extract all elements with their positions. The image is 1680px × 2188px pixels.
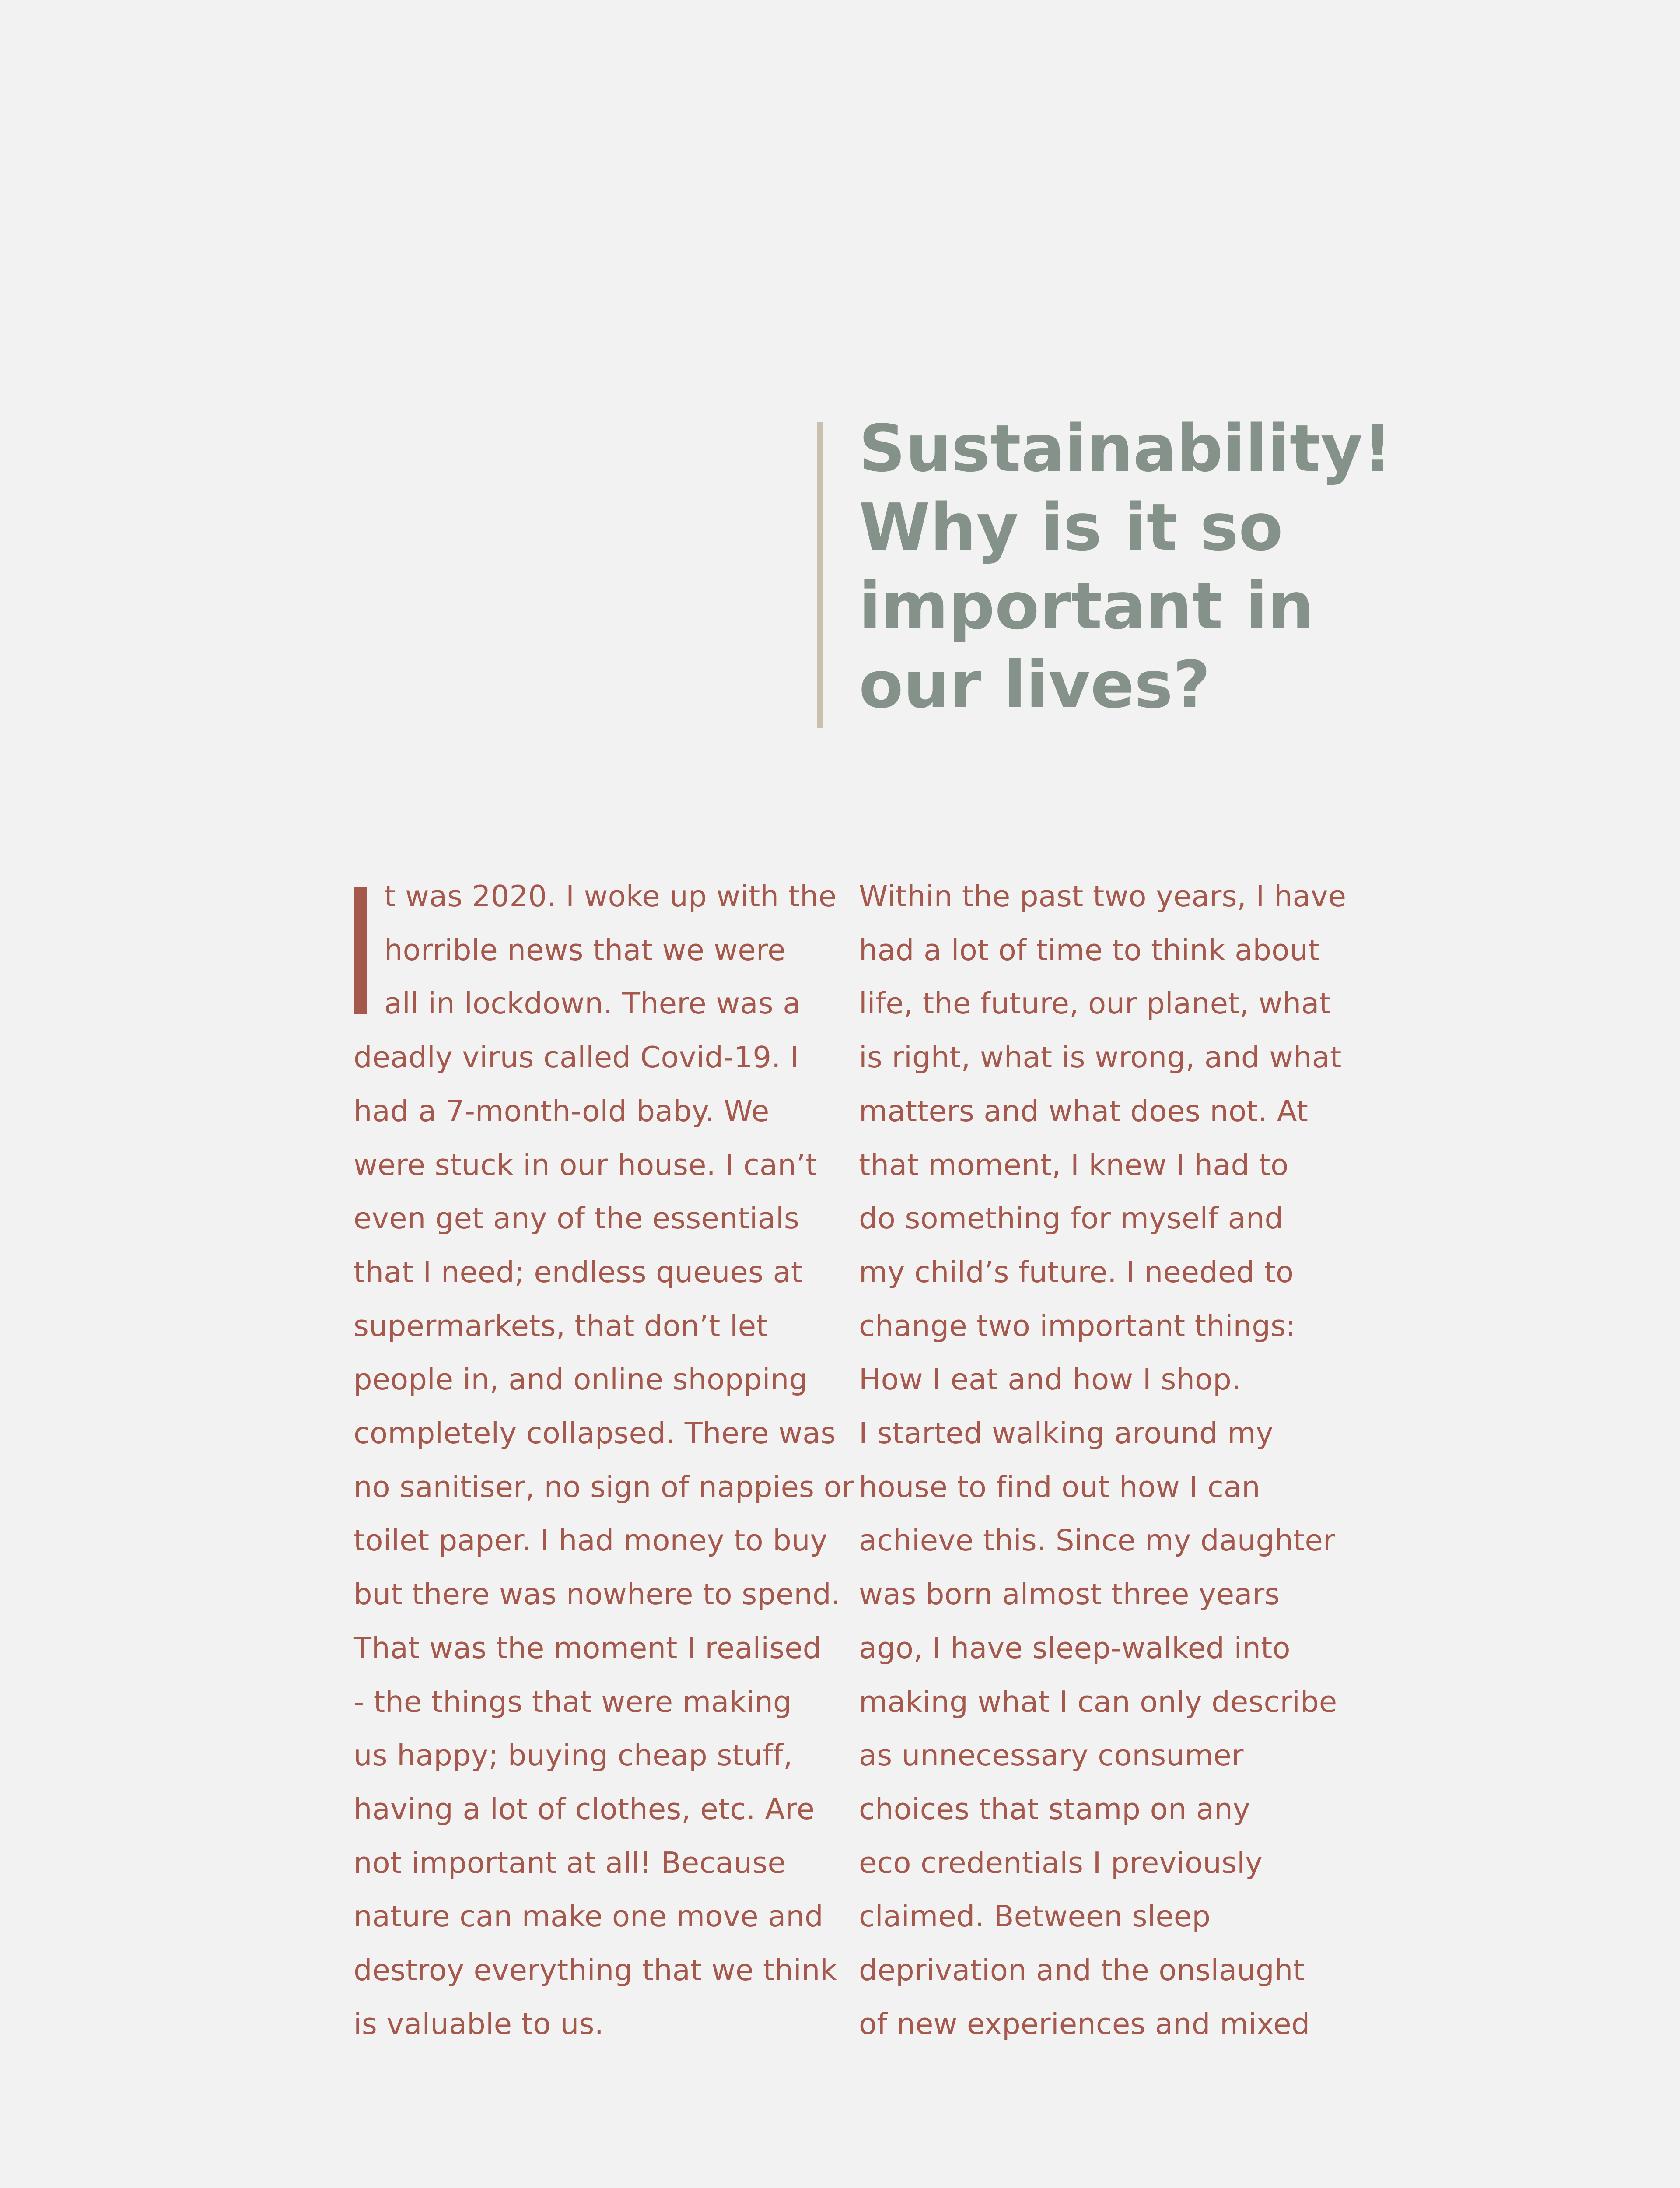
body-line: Within the past two years, I have <box>859 879 1347 913</box>
title-line: our lives? <box>859 647 1211 722</box>
body-line: is right, what is wrong, and what <box>859 1040 1342 1075</box>
title-line: Why is it so <box>859 490 1283 565</box>
left-text-column <box>354 870 854 2051</box>
title-divider-bar <box>817 422 823 728</box>
body-line: was born almost three years <box>859 1577 1280 1612</box>
body-line: is valuable to us. <box>354 2006 604 2041</box>
body-line: all in lockdown. There was a <box>384 986 801 1021</box>
body-line: people in, and online shopping <box>354 1362 808 1397</box>
body-line: my child’s future. I needed to <box>859 1255 1294 1289</box>
body-line: supermarkets, that don’t let <box>354 1308 768 1343</box>
body-line: of new experiences and mixed <box>859 2006 1310 2041</box>
body-line: that I need; endless queues at <box>354 1255 803 1289</box>
body-line: had a 7-month-old baby. We <box>354 1094 770 1128</box>
body-line: us happy; buying cheap stuff, <box>354 1738 793 1773</box>
body-line: change two important things: <box>859 1308 1296 1343</box>
body-line: life, the future, our planet, what <box>859 986 1331 1021</box>
body-line: deprivation and the onslaught <box>859 1953 1305 1988</box>
body-line: - the things that were making <box>354 1684 792 1719</box>
body-line: making what I can only describe <box>859 1684 1337 1719</box>
body-line: destroy everything that we think <box>354 1953 837 1988</box>
body-line: house to find out how I can <box>859 1469 1260 1504</box>
title-line: important in <box>859 568 1314 644</box>
body-line: ago, I have sleep-walked into <box>859 1630 1291 1665</box>
body-line: as unnecessary consumer <box>859 1738 1244 1773</box>
body-line: having a lot of clothes, etc. Are <box>354 1792 815 1826</box>
body-line: do something for myself and <box>859 1201 1284 1236</box>
body-line: even get any of the essentials <box>354 1201 799 1236</box>
body-line: t was 2020. I woke up with the <box>384 879 837 913</box>
right-text-column <box>859 870 1347 2051</box>
body-line: eco credentials I previously <box>859 1845 1263 1880</box>
body-line: choices that stamp on any <box>859 1792 1250 1826</box>
body-line: horrible news that we were <box>384 933 786 967</box>
body-line: deadly virus called Covid-19. I <box>354 1040 799 1075</box>
article-title <box>859 409 1406 724</box>
body-line: that moment, I knew I had to <box>859 1147 1289 1182</box>
body-line: no sanitiser, no sign of nappies or <box>354 1469 854 1504</box>
body-line: nature can make one move and <box>354 1899 823 1934</box>
body-line: matters and what does not. At <box>859 1094 1309 1128</box>
body-line: claimed. Between sleep <box>859 1899 1211 1934</box>
body-line: toilet paper. I had money to buy <box>354 1523 828 1558</box>
body-line: That was the moment I realised <box>354 1630 822 1665</box>
body-line: How I eat and how I shop. <box>859 1362 1241 1397</box>
body-line: achieve this. Since my daughter <box>859 1523 1335 1558</box>
body-line: I started walking around my <box>859 1416 1274 1451</box>
body-line: completely collapsed. There was <box>354 1416 836 1451</box>
body-line: had a lot of time to think about <box>859 933 1320 967</box>
body-line: were stuck in our house. I can’t <box>354 1147 817 1182</box>
title-line: Sustainability! <box>859 411 1393 486</box>
body-line: but there was nowhere to spend. <box>354 1577 841 1612</box>
body-line: not important at all! Because <box>354 1845 786 1880</box>
